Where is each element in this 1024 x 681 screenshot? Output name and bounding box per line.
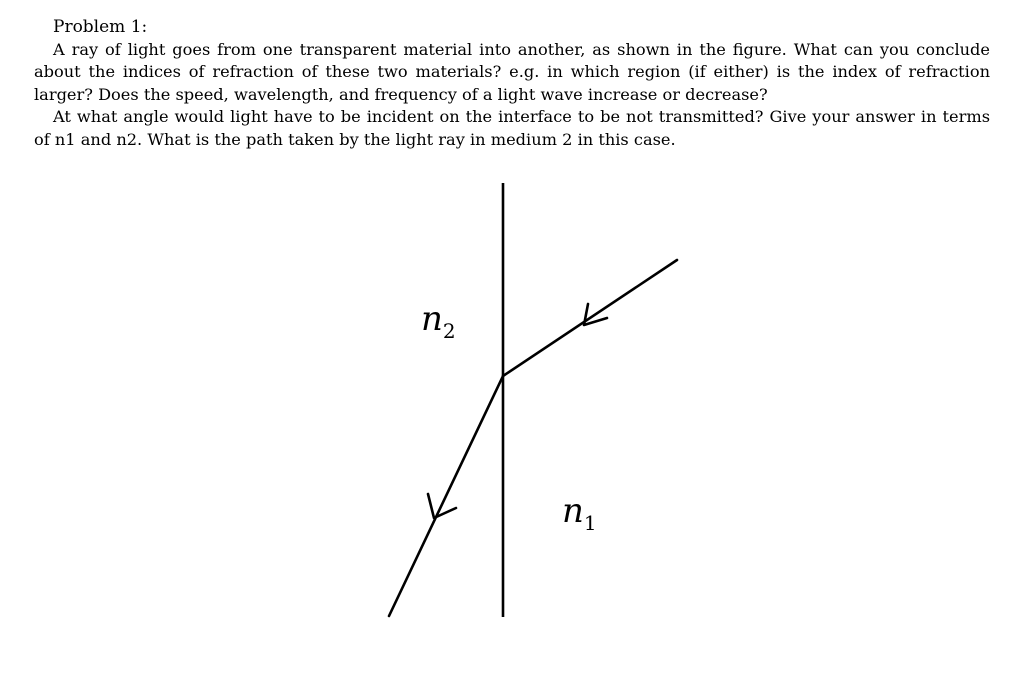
problem-paragraph-1: A ray of light goes from one transparent material into another, as shown in the figure. What can you conclude about the indices of refraction of these two materials? e.g. in which region (if either) is the index of refraction larger? Does the speed, wavelength, and frequency of a light wave increase or decrease? [34, 39, 990, 104]
problem-title: Problem 1: [53, 17, 148, 37]
label-n1: n1 [562, 491, 597, 535]
problem-paragraph-2: At what angle would light have to be incident on the interface to be not transmitted? Give your answer in terms of n1 and n2. What is the path taken by the light ray in medium 2 in this case. [34, 107, 990, 149]
refracted-ray [389, 376, 503, 616]
incident-ray [503, 260, 677, 376]
label-n2: n2 [421, 299, 456, 343]
